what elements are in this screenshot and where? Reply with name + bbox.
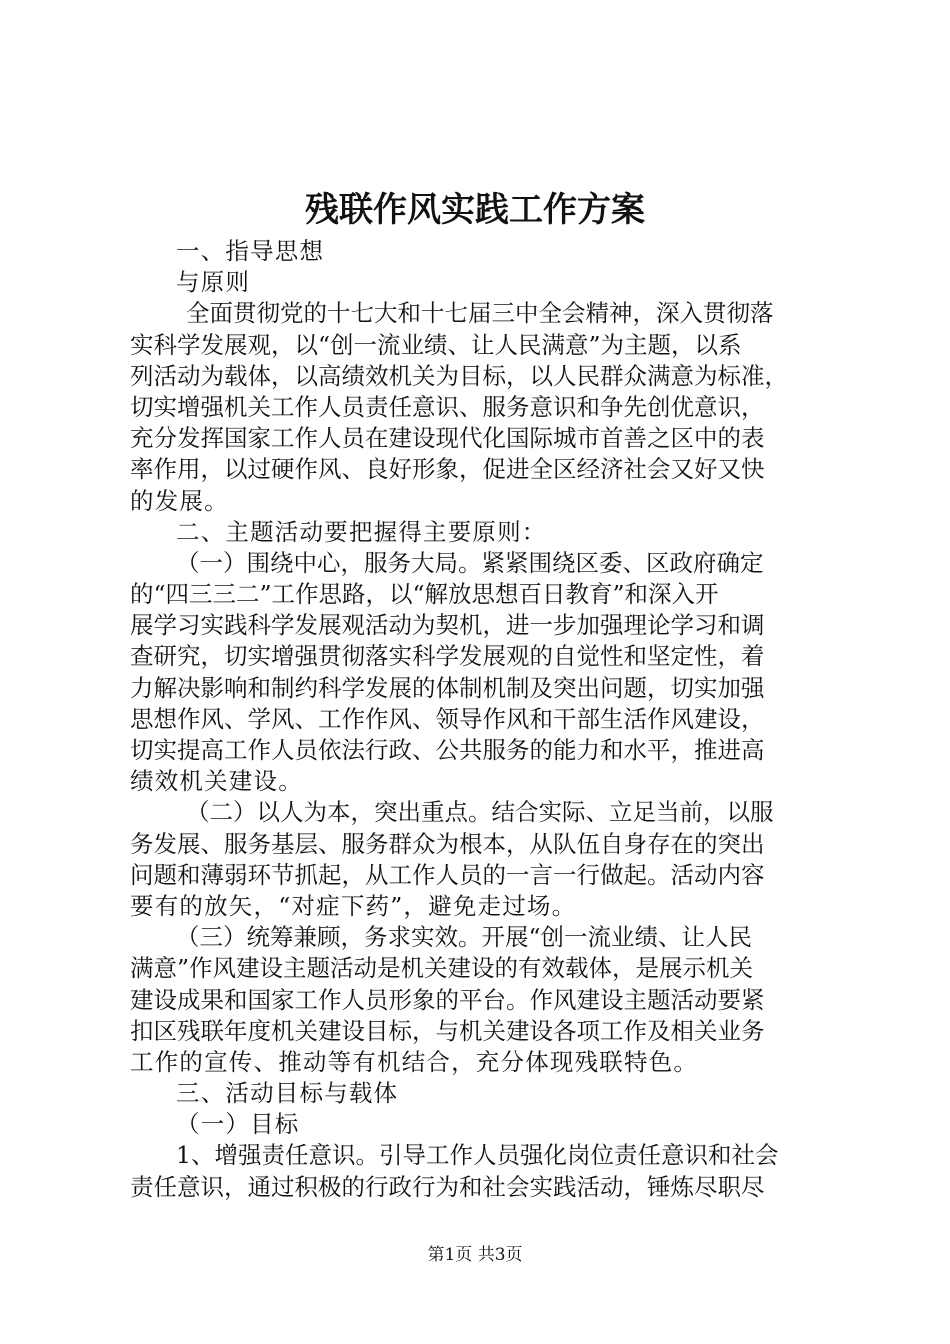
text-line: 与原则 bbox=[176, 268, 251, 297]
text-line: 实科学发展观，以“创一流业绩、让人民满意”为主题，以系 bbox=[130, 330, 742, 359]
text-line: 切实提高工作人员依法行政、公共服务的能力和水平，推进高 bbox=[130, 736, 765, 764]
text-line: 责任意识，通过积极的行政行为和社会实践活动，锤炼尽职尽 bbox=[130, 1172, 765, 1201]
text-line: 全面贯彻党的十七大和十七届三中全会精神，深入贯彻落 bbox=[186, 299, 774, 328]
text-line: 务发展、服务基层、服务群众为根本，从队伍自身存在的突出 bbox=[130, 829, 765, 858]
text-line: 充分发挥国家工作人员在建设现代化国际城市首善之区中的表 bbox=[130, 424, 765, 453]
text-line: （三）统筹兼顾，务求实效。开展“创一流业绩、让人民 bbox=[176, 923, 753, 952]
text-line: 率作用，以过硬作风、良好形象，促进全区经济社会又好又快 bbox=[130, 455, 765, 484]
text-line: 要有的放矢，“对症下药”，避免走过场。 bbox=[130, 891, 577, 920]
text-line: （二）以人为本，突出重点。结合实际、立足当前，以服 bbox=[186, 798, 774, 827]
text-line: （一）目标 bbox=[176, 1110, 300, 1139]
text-line: 力解决影响和制约科学发展的体制机制及突出问题，切实加强 bbox=[130, 673, 765, 702]
text-line: （一）围绕中心，服务大局。紧紧围绕区委、区政府确定 bbox=[176, 548, 764, 577]
text-line: 二、主题活动要把握得主要原则： bbox=[176, 517, 547, 546]
text-line: 工作的宣传、推动等有机结合，充分体现残联特色。 bbox=[130, 1047, 699, 1076]
document-body bbox=[130, 236, 832, 1203]
text-line: 列活动为载体，以高绩效机关为目标，以人民群众满意为标准， bbox=[130, 361, 788, 390]
text-line: 切实增强机关工作人员责任意识、服务意识和争先创优意识， bbox=[130, 392, 765, 421]
document-title: 残联作风实践工作方案 bbox=[305, 190, 645, 230]
text-line: 绩效机关建设。 bbox=[130, 767, 303, 796]
text-line: 一、指导思想 bbox=[176, 237, 325, 265]
text-line: 的发展。 bbox=[130, 486, 229, 515]
text-line: 思想作风、学风、工作作风、领导作风和干部生活作风建设， bbox=[130, 704, 765, 733]
text-line: 的“四三三二”工作思路，以“解放思想百日教育”和深入开 bbox=[130, 580, 719, 609]
text-line: 1、增强责任意识。引导工作人员强化岗位责任意识和社会 bbox=[176, 1141, 779, 1170]
text-line: 满意”作风建设主题活动是机关建设的有效载体，是展示机关 bbox=[130, 954, 754, 983]
text-line: 三、活动目标与载体 bbox=[176, 1079, 399, 1108]
text-line: 展学习实践科学发展观活动为契机，进一步加强理论学习和调 bbox=[130, 611, 765, 640]
text-line: 问题和薄弱环节抓起，从工作人员的一言一行做起。活动内容 bbox=[130, 860, 765, 889]
text-line: 查研究，切实增强贯彻落实科学发展观的自觉性和坚定性，着 bbox=[130, 642, 765, 671]
text-line: 扣区残联年度机关建设目标，与机关建设各项工作及相关业务 bbox=[130, 1016, 765, 1045]
page-number-footer: 第1页 共3页 bbox=[427, 1245, 523, 1265]
text-line: 建设成果和国家工作人员形象的平台。作风建设主题活动要紧 bbox=[130, 985, 765, 1014]
